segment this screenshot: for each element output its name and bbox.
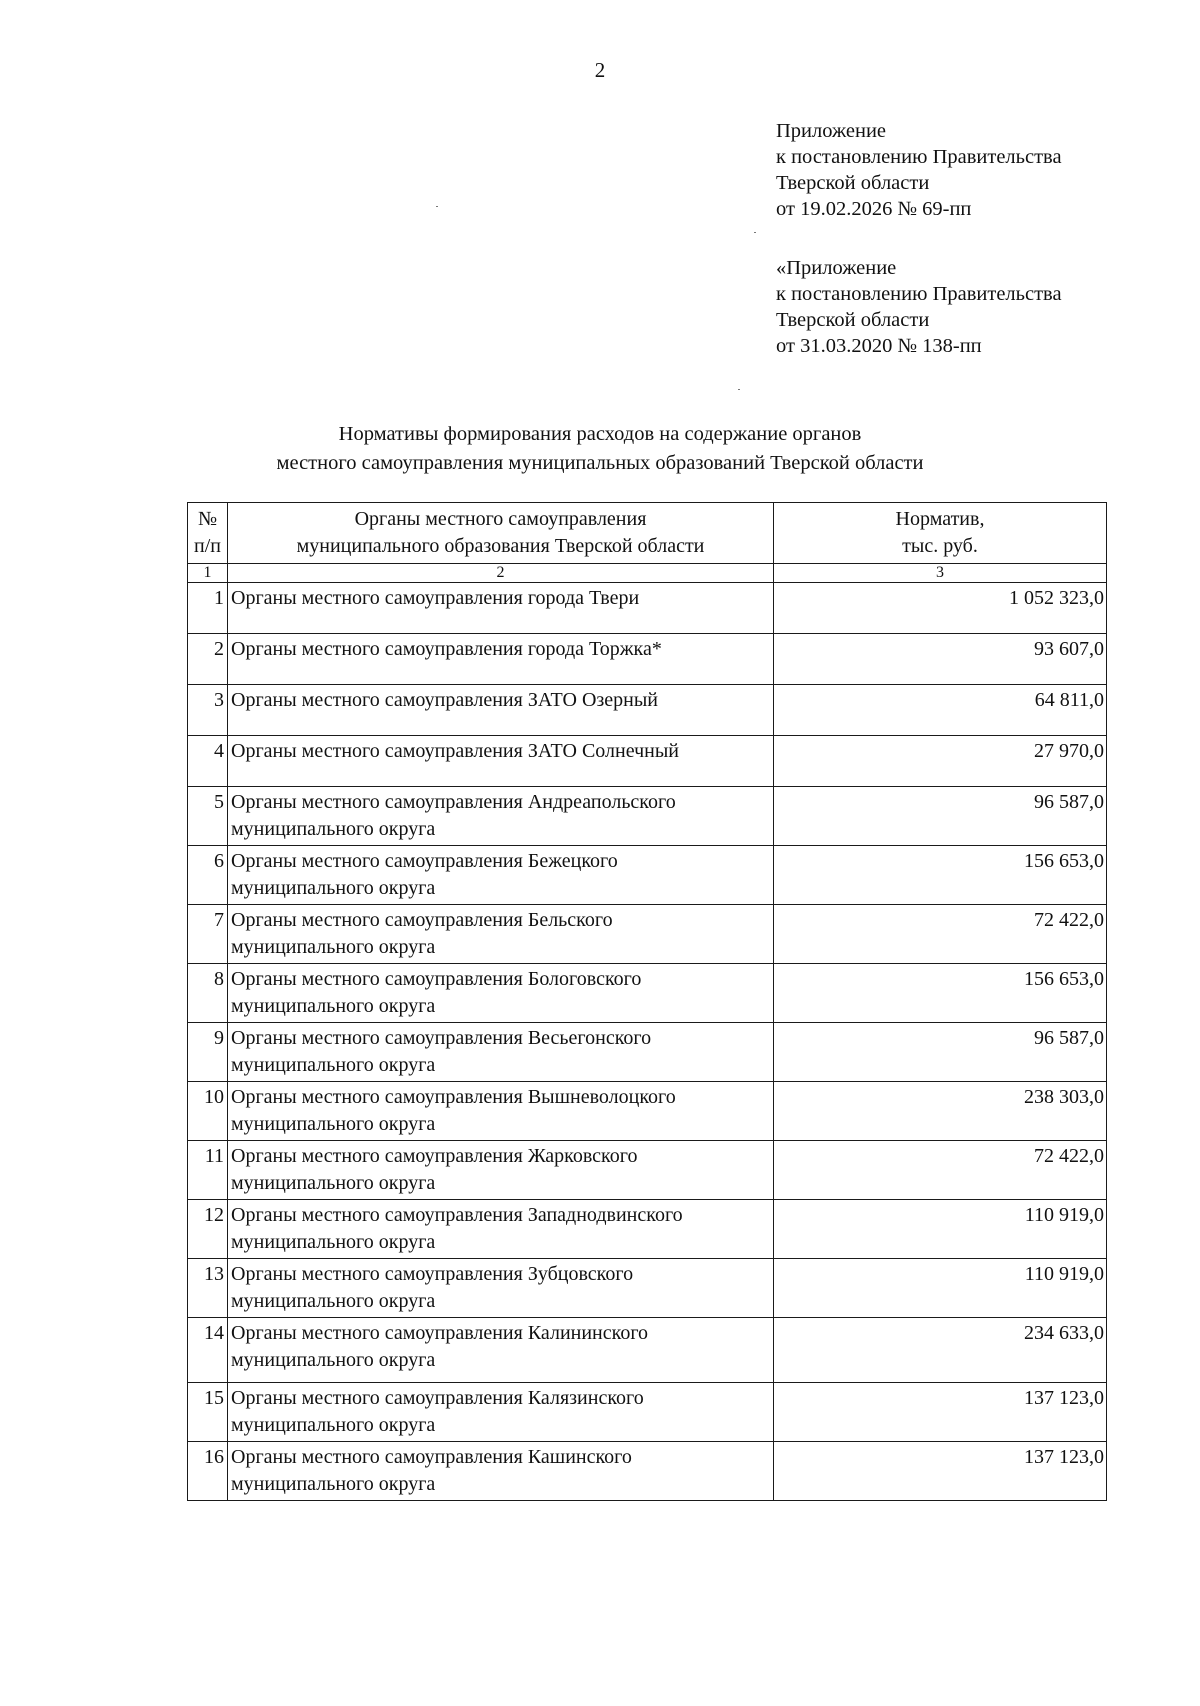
header-name bbox=[228, 503, 774, 564]
row-name-line2: муниципального округа bbox=[231, 1349, 436, 1371]
row-name-line1: Органы местного самоуправления Бежецкого bbox=[231, 850, 618, 872]
row-name bbox=[228, 583, 774, 634]
row-value: 156 653,0 bbox=[774, 846, 1107, 905]
page-number: 2 bbox=[594, 58, 606, 82]
header-value-line2: тыс. руб. bbox=[902, 535, 978, 557]
row-name-line1: Органы местного самоуправления Бельского bbox=[231, 909, 613, 931]
header-value bbox=[774, 503, 1107, 564]
norms-table bbox=[187, 502, 1107, 1501]
row-number: 9 bbox=[188, 1023, 228, 1082]
row-name-line1: Органы местного самоуправления Западнодвинского bbox=[231, 1204, 683, 1226]
row-name bbox=[228, 787, 774, 846]
title-line1: Нормативы формирования расходов на содержание органов bbox=[338, 423, 862, 445]
row-name-line2: муниципального округа bbox=[231, 818, 436, 840]
column-number: 1 bbox=[188, 564, 228, 583]
table-row bbox=[188, 583, 1107, 634]
row-name-line1: Органы местного самоуправления Андреапольского bbox=[231, 791, 676, 813]
table-body bbox=[188, 583, 1107, 1501]
appendix-original-line2: к постановлению Правительства bbox=[776, 283, 1062, 305]
row-number: 7 bbox=[188, 905, 228, 964]
table-row bbox=[188, 1442, 1107, 1501]
table-row bbox=[188, 964, 1107, 1023]
row-name bbox=[228, 846, 774, 905]
row-value: 1 052 323,0 bbox=[774, 583, 1107, 634]
table-row bbox=[188, 905, 1107, 964]
appendix-current-line2: к постановлению Правительства bbox=[776, 146, 1062, 168]
header-number-line1: № bbox=[197, 508, 218, 530]
row-name-line1: Органы местного самоуправления Кашинского bbox=[231, 1446, 632, 1468]
table-row bbox=[188, 685, 1107, 736]
row-name-line2: муниципального округа bbox=[231, 995, 436, 1017]
row-value: 64 811,0 bbox=[774, 685, 1107, 736]
row-name-line2: муниципального округа bbox=[231, 1290, 436, 1312]
row-number: 4 bbox=[188, 736, 228, 787]
row-number: 14 bbox=[188, 1318, 228, 1383]
table-header-row bbox=[188, 503, 1107, 564]
row-name bbox=[228, 1383, 774, 1442]
header-number-line2: п/п bbox=[194, 535, 221, 557]
row-name bbox=[228, 905, 774, 964]
row-name-line2: муниципального округа bbox=[231, 1414, 436, 1436]
column-number-row bbox=[188, 564, 1107, 583]
scan-speck bbox=[436, 206, 438, 207]
row-name-line1: Органы местного самоуправления Жарковского bbox=[231, 1145, 638, 1167]
row-value: 110 919,0 bbox=[774, 1259, 1107, 1318]
table-row bbox=[188, 1200, 1107, 1259]
row-number: 5 bbox=[188, 787, 228, 846]
appendix-current-line1: Приложение bbox=[776, 120, 887, 142]
row-name-line2: муниципального округа bbox=[231, 1113, 436, 1135]
row-number: 15 bbox=[188, 1383, 228, 1442]
row-name bbox=[228, 736, 774, 787]
row-number: 11 bbox=[188, 1141, 228, 1200]
row-name-line2: муниципального округа bbox=[231, 1172, 436, 1194]
table-row bbox=[188, 846, 1107, 905]
row-value: 137 123,0 bbox=[774, 1383, 1107, 1442]
row-name-line2: муниципального округа bbox=[231, 877, 436, 899]
row-number: 3 bbox=[188, 685, 228, 736]
row-number: 2 bbox=[188, 634, 228, 685]
table-row bbox=[188, 1259, 1107, 1318]
row-name bbox=[228, 1259, 774, 1318]
row-name bbox=[228, 1200, 774, 1259]
row-number: 13 bbox=[188, 1259, 228, 1318]
appendix-current-line3: Тверской области bbox=[776, 172, 930, 194]
row-value: 72 422,0 bbox=[774, 1141, 1107, 1200]
column-number: 2 bbox=[228, 564, 774, 583]
row-number: 6 bbox=[188, 846, 228, 905]
table-row bbox=[188, 634, 1107, 685]
header-name-line1: Органы местного самоуправления bbox=[354, 508, 647, 530]
row-name-line1: Органы местного самоуправления города Твери bbox=[231, 587, 640, 609]
row-name-line2: муниципального округа bbox=[231, 1231, 436, 1253]
row-value: 234 633,0 bbox=[774, 1318, 1107, 1383]
table-row bbox=[188, 1023, 1107, 1082]
scan-speck bbox=[754, 232, 756, 233]
row-number: 16 bbox=[188, 1442, 228, 1501]
table-row bbox=[188, 1318, 1107, 1383]
row-value: 27 970,0 bbox=[774, 736, 1107, 787]
row-name-line1: Органы местного самоуправления Вышневолоцкого bbox=[231, 1086, 676, 1108]
table-row bbox=[188, 1141, 1107, 1200]
column-number: 3 bbox=[774, 564, 1107, 583]
row-value: 96 587,0 bbox=[774, 787, 1107, 846]
row-name-line2: муниципального округа bbox=[231, 936, 436, 958]
row-name-line1: Органы местного самоуправления Весьегонского bbox=[231, 1027, 652, 1049]
row-number: 10 bbox=[188, 1082, 228, 1141]
table-row bbox=[188, 1383, 1107, 1442]
row-name-line2: муниципального округа bbox=[231, 1473, 436, 1495]
header-name-line2: муниципального образования Тверской области bbox=[296, 535, 705, 557]
row-value: 93 607,0 bbox=[774, 634, 1107, 685]
table-row bbox=[188, 1082, 1107, 1141]
table-row bbox=[188, 736, 1107, 787]
row-name bbox=[228, 685, 774, 736]
row-number: 1 bbox=[188, 583, 228, 634]
row-value: 137 123,0 bbox=[774, 1442, 1107, 1501]
row-value: 110 919,0 bbox=[774, 1200, 1107, 1259]
row-name-line1: Органы местного самоуправления ЗАТО Солнечный bbox=[231, 740, 679, 762]
scan-speck bbox=[738, 389, 740, 390]
row-name-line1: Органы местного самоуправления Калининского bbox=[231, 1322, 649, 1344]
row-value: 72 422,0 bbox=[774, 905, 1107, 964]
row-name-line1: Органы местного самоуправления ЗАТО Озерный bbox=[231, 689, 659, 711]
row-name bbox=[228, 1082, 774, 1141]
header-number bbox=[188, 503, 228, 564]
row-name-line1: Органы местного самоуправления Калязинского bbox=[231, 1387, 644, 1409]
document-title bbox=[0, 420, 1200, 478]
row-name-line1: Органы местного самоуправления города Торжка* bbox=[231, 638, 662, 660]
row-name bbox=[228, 964, 774, 1023]
appendix-current-line4: от 19.02.2026 № 69-пп bbox=[776, 198, 972, 220]
row-value: 96 587,0 bbox=[774, 1023, 1107, 1082]
row-name bbox=[228, 634, 774, 685]
row-name bbox=[228, 1318, 774, 1383]
appendix-original-line3: Тверской области bbox=[776, 309, 930, 331]
row-value: 156 653,0 bbox=[774, 964, 1107, 1023]
appendix-original-header bbox=[776, 255, 1062, 359]
table-row bbox=[188, 787, 1107, 846]
row-name bbox=[228, 1442, 774, 1501]
title-line2: местного самоуправления муниципальных образований Тверской области bbox=[276, 452, 924, 474]
header-value-line1: Норматив, bbox=[895, 508, 985, 530]
row-name bbox=[228, 1023, 774, 1082]
row-name-line2: муниципального округа bbox=[231, 1054, 436, 1076]
row-number: 8 bbox=[188, 964, 228, 1023]
row-name bbox=[228, 1141, 774, 1200]
appendix-current-header bbox=[776, 118, 1062, 222]
row-name-line1: Органы местного самоуправления Бологовского bbox=[231, 968, 642, 990]
row-value: 238 303,0 bbox=[774, 1082, 1107, 1141]
row-number: 12 bbox=[188, 1200, 228, 1259]
row-name-line1: Органы местного самоуправления Зубцовского bbox=[231, 1263, 634, 1285]
appendix-original-line4: от 31.03.2020 № 138-пп bbox=[776, 335, 982, 357]
appendix-original-line1: «Приложение bbox=[776, 257, 897, 279]
